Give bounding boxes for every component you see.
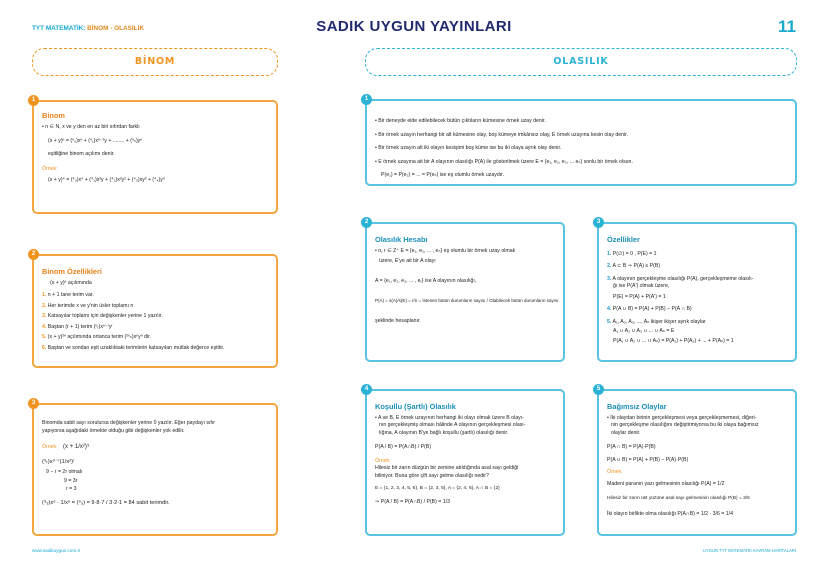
topic-banner-binom: BİNOM: [32, 48, 278, 76]
example-label: Örnek:: [375, 457, 391, 464]
conditional-text: lığına, A olayının B'ye bağlı koşullu (şartlı) olasılığı denir.: [379, 429, 509, 436]
conditional-formula: P(A / B) = P(A∩B) / P(B): [375, 444, 432, 451]
definition-line: • E örnek uzayına ait bir A olayının olasılığı P(A) ile gösterilmek üzere E = {e₁, e₂, e₃, ... eₙ} sonlu bir örnek olsun.: [375, 158, 633, 165]
example-text: Hilesiz bir zarın düzgün bir zemine atıldığında asal sayı geldiği: [375, 465, 519, 472]
conditional-text: nın gerçekleşmiş olması hâlinde A olayının gerçekleşmesi olası-: [379, 422, 526, 429]
box-number-badge: 3: [28, 398, 39, 409]
independent-text: olaylar denir.: [611, 429, 641, 436]
example-label: Örnek:: [607, 469, 623, 476]
independent-text: nin gerçekleşme olasılığını değiştirmiyorsa bu iki olaya bağımsız: [611, 422, 759, 429]
olasilik-box-1: [364, 96, 797, 186]
box-title: Binom Özellikleri: [42, 267, 102, 276]
example-text: Madeni paranın yazı gelmesinin olasılığı P(A) = 1/2: [607, 480, 725, 487]
list-item: 4. Baştan (r + 1) terim (ⁿᵣ)xⁿ⁻ʳyʳ: [42, 323, 113, 330]
independent-formula: P(A ∩ B) = P(A)·P(B): [607, 444, 656, 451]
list-item: 3. A olayının gerçekleşme olasılığı P(A), gerçekleşmeme olasılı-: [607, 275, 754, 282]
box-title: Koşullu (Şartlı) Olasılık: [375, 402, 456, 411]
box-number-badge: 2: [361, 217, 372, 228]
example-label: Örnek:: [42, 444, 58, 451]
definition-line: P(e₁) = P(e₂) = ... = P(eₙ) ise eş olumlu örnek uzaydır.: [381, 172, 505, 179]
olasilik-box-2: [364, 219, 565, 362]
probability-text: A = {e₁, e₂, e₃, ... , eᵣ} ise A olayının olasılığı,: [375, 277, 477, 284]
list-item-continuation: ğı ise P(A') olmak üzere,: [613, 283, 670, 290]
definition-line: • Bir deneyde elde edilebilecek bütün çıktıların kümesine örnek uzay denir.: [375, 118, 546, 124]
probability-formula: P(A) = s(A)/s(E) = r/n = İstenen bütün durumların sayısı / Olabilecek bütün durumların sayısı: [375, 297, 559, 303]
box-number-badge: 5: [593, 384, 604, 395]
binom-box-3: [31, 400, 278, 536]
solution-step: 9 = 3r: [64, 477, 78, 484]
binom-condition: • n ∈ N, x ve y den en az biri sıfırdan farklı: [42, 123, 140, 130]
probability-text: şeklinde hesaplanır.: [375, 318, 421, 325]
list-item: 1. P(∅) = 0 , P(E) = 1: [607, 250, 657, 257]
example-sets: E = {1, 2, 3, 4, 5, 6}, B = {2, 3, 5}, A = {2, 4, 6}, A ∩ B = {2}: [375, 486, 500, 492]
definition-line: • Bir örnek uzayın alt iki olayın kesişimi boş küme ise bu iki olaya ayrık olay denir.: [375, 145, 562, 152]
binom-formula: (x + y)ⁿ = (ⁿ₀)xⁿ + (ⁿ₁)xⁿ⁻¹y + ........ + (ⁿₙ)yⁿ: [48, 138, 143, 145]
list-item: 5. A₁, A₂, A₃, ..., Aₙ ikişer ikişer ayrık olaylar: [607, 318, 706, 325]
box-title: Bağımsız Olaylar: [607, 402, 667, 411]
binom-box-2: [31, 251, 278, 368]
example-result: ⇒ P(A / B) = P(A∩B) / P(B) = 1/3: [375, 498, 450, 505]
example-label: Örnek:: [42, 166, 58, 173]
footer-series: UYGUN TYT MATEMATİK KAVRAM HARİTALARI: [702, 548, 796, 553]
definition-line: • Bir örnek uzayın herhangi bir alt kümesine olay, boş kümeye imkânsız olay, E örnek uzayına kesin olay denir.: [375, 131, 629, 138]
example-result: İki olayın birlikte olma olasılığı P(A∩B) = 1/2 · 3/6 = 1/4: [607, 511, 733, 518]
example-text: biliniyor. Buna göre çift sayı gelme olasılığı nedir?: [375, 472, 489, 479]
box-number-badge: 3: [593, 217, 604, 228]
independent-formula: P(A ∪ B) = P(A) + P(B) − P(A)·P(B): [607, 456, 689, 463]
page-title: SADIK UYGUN YAYINLARI: [316, 18, 512, 35]
probability-text: • n, r ∈ Z⁺ E = {e₁, e₂, ... , eₙ} eş olumlu bir örnek uzay olmak: [375, 247, 516, 254]
olasilik-box-3: [596, 219, 797, 362]
list-item: 5. (x + y)²ⁿ açılımında ortanca terim (²ⁿₙ)xⁿyⁿ dir.: [42, 334, 151, 341]
box-title: Özellikler: [607, 235, 640, 244]
box-number-badge: 1: [28, 95, 39, 106]
solution-step: (⁹ᵣ)x⁹⁻ʳ(1/x²)ʳ: [42, 458, 75, 465]
list-item-continuation: P(A₁ ∪ A₂ ∪ ... ∪ Aₙ) = P(A₁) + P(A₂) + ... + P(Aₙ) = 1: [613, 337, 734, 344]
solution-result: (⁹₃)x⁶ · 1/x⁶ = (⁹₃) = 9·8·7 / 3·2·1 = 84 sabit terimdir.: [42, 499, 170, 506]
binom-constant-intro-2: yapıyorsa aşağıdaki örnekte olduğu gibi değişkenler yok edilir.: [42, 427, 185, 434]
list-item-continuation: P(E) = P(A) + P(A') = 1: [613, 293, 666, 300]
example-text: Hilesiz bir zarın üst yüzüne asal sayı gelmesinin olasılığı P(B) = 3/6: [607, 496, 750, 502]
list-item: 6. Baştan ve sondan eşit uzaklıktaki terimlerin katsayıları mutlak değerce eşittir.: [42, 344, 225, 351]
solution-step: r = 3: [66, 486, 77, 493]
list-item-continuation: A₁ ∪ A₂ ∪ A₃ ∪ ... ∪ Aₙ = E: [613, 328, 675, 335]
topic-banner-olasilik: OLASILIK: [365, 48, 797, 76]
list-item: 1. n + 1 tane terim var.: [42, 292, 94, 299]
list-item: 3. Katsayılar toplamı için değişkenler yerine 1 yazılır.: [42, 313, 163, 320]
page-number: 11: [778, 17, 796, 36]
probability-text: üzere, E'ye ait bir A olayı: [379, 258, 436, 265]
list-item: 4. P(A ∪ B) = P(A) + P(B) − P(A ∩ B): [607, 306, 692, 313]
list-item: 2. A ⊂ B ⇒ P(A) ≤ P(B): [607, 263, 661, 270]
binom-example-formula: (x + y)⁴ = (⁴₀)x⁴ + (⁴₁)x³y + (⁴₂)x²y² + (⁴₃)xy³ + (⁴₄)y⁴: [48, 177, 166, 184]
footer-website: www.sadikuygun.com.tr: [32, 548, 81, 553]
olasilik-box-4: [364, 386, 565, 536]
binom-properties-intro: (x + y)ⁿ açılımında: [50, 279, 92, 286]
independent-text: • İki olaydan birinin gerçekleşmesi veya gerçekleşmemesi, diğeri-: [607, 414, 757, 421]
header-topic: BİNOM - OLASILIK: [87, 25, 144, 32]
conditional-text: • A ve B, E örnek uzayının herhangi iki olayı olmak üzere B olayı-: [375, 414, 524, 421]
list-item: 2. Her terimde x ve y'nin üsler toplamı n: [42, 302, 134, 309]
box-number-badge: 1: [361, 94, 372, 105]
binom-constant-intro-1: Binomda sabit sayı sorulursa değişkenler yerine 0 yazılır. Eğer paydayı sıfır: [42, 420, 215, 426]
box-number-badge: 2: [28, 249, 39, 260]
solution-step: 9 − r = 2r olmalı: [46, 469, 83, 476]
box-title: Olasılık Hesabı: [375, 235, 428, 244]
binom-definition: eşitliğine binom açılımı denir.: [48, 150, 115, 157]
example-row: [42, 443, 268, 452]
binom-box-1: [31, 97, 278, 214]
header-prefix: TYT MATEMATİK:: [32, 25, 86, 32]
box-title: Binom: [42, 111, 65, 120]
example-expression: (x + 1/x²)⁹: [63, 444, 90, 451]
box-number-badge: 4: [361, 384, 372, 395]
olasilik-box-5: [596, 386, 797, 536]
